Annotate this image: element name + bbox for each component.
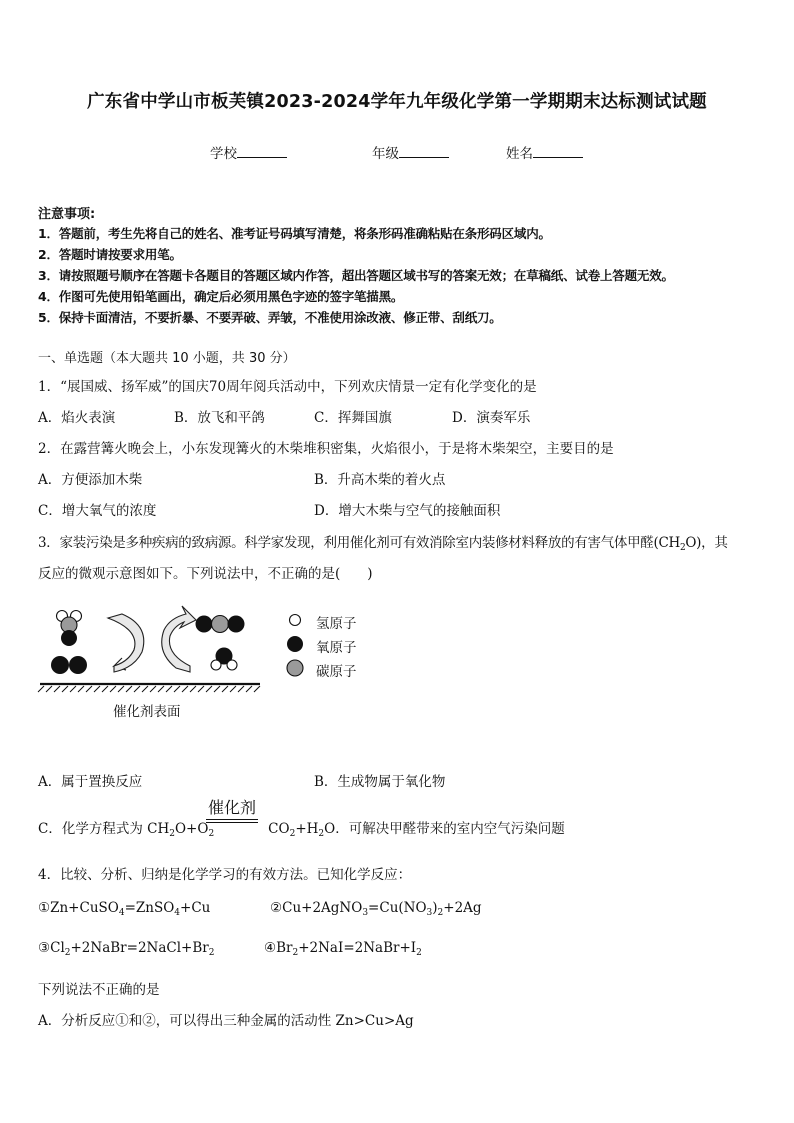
reaction-4: $④Br_2+2NaI=2NaBr+I_2$ [264,940,422,958]
note-item: 4．作图可先使用铅笔画出，确定后必须用黑色字迹的签字笔描黑。 [38,289,404,304]
q1-option-d[interactable]: D．演奏军乐 [452,410,531,426]
q2-option-a[interactable]: A．方便添加木柴 [38,472,143,488]
reaction-3: $③Cl_2+2NaBr=2NaCl+Br_2$ [38,940,215,958]
name-field[interactable] [506,142,583,162]
q1-option-b[interactable]: B．放飞和平鸽 [174,410,265,426]
note-item: 1．答题前，考生先将自己的姓名、准考证号码填写清楚，将条形码准确粘贴在条形码区域内。 [38,226,551,241]
q3-option-c-prefix: C．化学方程式为 [38,821,143,837]
q3-option-c[interactable] [38,817,565,837]
q2-option-c[interactable]: C．增大氧气的浓度 [38,503,157,519]
oxygen-atom [61,630,77,646]
oxygen-atom [69,656,87,674]
hydrogen-atom [211,660,221,670]
q1-option-c[interactable]: C．挥舞国旗 [314,410,392,426]
surface-hatching [38,686,260,692]
legend-hydrogen-label: 氢原子 [316,616,357,632]
name-label: 姓名 [506,146,533,162]
page-title: 广东省中学山市板芙镇2023-2024学年九年级化学第一学期期末达标测试试题 [87,92,707,112]
note-item: 2．答题时请按要求用笔。 [38,247,182,262]
school-label: 学校 [210,146,237,162]
carbon-dioxide-molecule [196,616,245,633]
q2-stem: 2．在露营篝火晚会上，小东发现篝火的木柴堆积密集，火焰很小，于是将木柴架空，主要目的是 [38,441,614,457]
catalyst-surface-label: 催化剂表面 [113,704,181,720]
q1-stem: 1．“展国威、扬军威”的国庆70周年阅兵活动中，下列欢庆情景一定有化学变化的是 [38,379,537,395]
grade-blank[interactable] [399,144,449,158]
catalyst-condition-label: 催化剂 [207,798,256,817]
legend-carbon-label: 碳原子 [316,664,357,680]
q4-stem: 4．比较、分析、归纳是化学学习的有效方法。已知化学反应： [38,867,412,883]
grade-field[interactable] [372,142,449,162]
name-blank[interactable] [533,144,583,158]
reaction-1-number: ① [38,900,51,916]
curved-arrow-up-icon [162,606,196,672]
q3-stem-subscript: 2 [679,543,686,553]
section-heading: 一、单选题（本大题共 10 小题，共 30 分） [38,351,296,366]
q1-option-a[interactable]: A．焰火表演 [38,410,116,426]
note-item: 5．保持卡面清洁，不要折暴、不要弄破、弄皱，不准使用涂改液、修正带、刮纸刀。 [38,310,502,325]
q3-equation-products: $CO_2+H_2O$ [268,821,336,839]
q4-option-a[interactable]: A．分析反应①和②，可以得出三种金属的活动性 Zn>Cu>Ag [38,1013,414,1029]
oxygen-atom [196,616,213,633]
q3-option-c-suffix: ．可解决甲醛带来的室内空气污染问题 [335,821,565,837]
school-blank[interactable] [237,144,287,158]
legend-hydrogen-icon [290,615,301,626]
water-molecule [211,648,237,671]
reaction-1: ①Zn+CuSO$_4$=ZnSO$_4$+Cu [38,900,211,918]
q2-option-b[interactable]: B．升高木柴的着火点 [314,472,446,488]
legend-carbon-icon [287,660,303,676]
oxygen-atom [51,656,69,674]
notes-heading: 注意事项: [38,207,96,222]
q3-stem-line2: 反应的微观示意图如下。下列说法中，不正确的是( ) [38,566,373,582]
grade-label: 年级 [372,146,399,162]
q3-stem-part2: O)，其 [685,535,728,551]
reaction-2-number: ② [270,900,283,916]
q3-stem-part1: 3．家装污染是多种疾病的致病源。科学家发现，利用催化剂可有效消除室内装修材料释放的有害气体甲醛(CH [38,535,680,551]
carbon-atom [212,616,229,633]
curved-arrow-down-icon [108,614,144,672]
q3-option-a[interactable]: A．属于置换反应 [38,774,143,790]
oxygen-molecule [51,656,87,674]
q3-equation-reactants: $CH_2O+O_2$ [147,821,215,839]
legend-oxygen-icon [287,636,303,652]
q3-option-b[interactable]: B．生成物属于氧化物 [314,774,446,790]
reaction-2: $②Cu+2AgNO_3=Cu(NO_3)_2+2Ag$ [270,900,482,918]
reaction-4-number: ④ [264,940,277,956]
q4-ask: 下列说法不正确的是 [38,982,160,998]
q3-stem-line1 [38,531,728,551]
legend-oxygen-label: 氧原子 [316,640,357,656]
oxygen-atom [228,616,245,633]
note-item: 3．请按照题号顺序在答题卡各题目的答题区域内作答，超出答题区域书写的答案无效；在草稿纸、试卷上答题无效。 [38,268,674,283]
formaldehyde-molecule [57,611,82,647]
reaction-3-number: ③ [38,940,51,956]
school-field[interactable] [210,142,287,162]
hydrogen-atom [227,660,237,670]
q2-option-d[interactable]: D．增大木柴与空气的接触面积 [314,503,501,519]
